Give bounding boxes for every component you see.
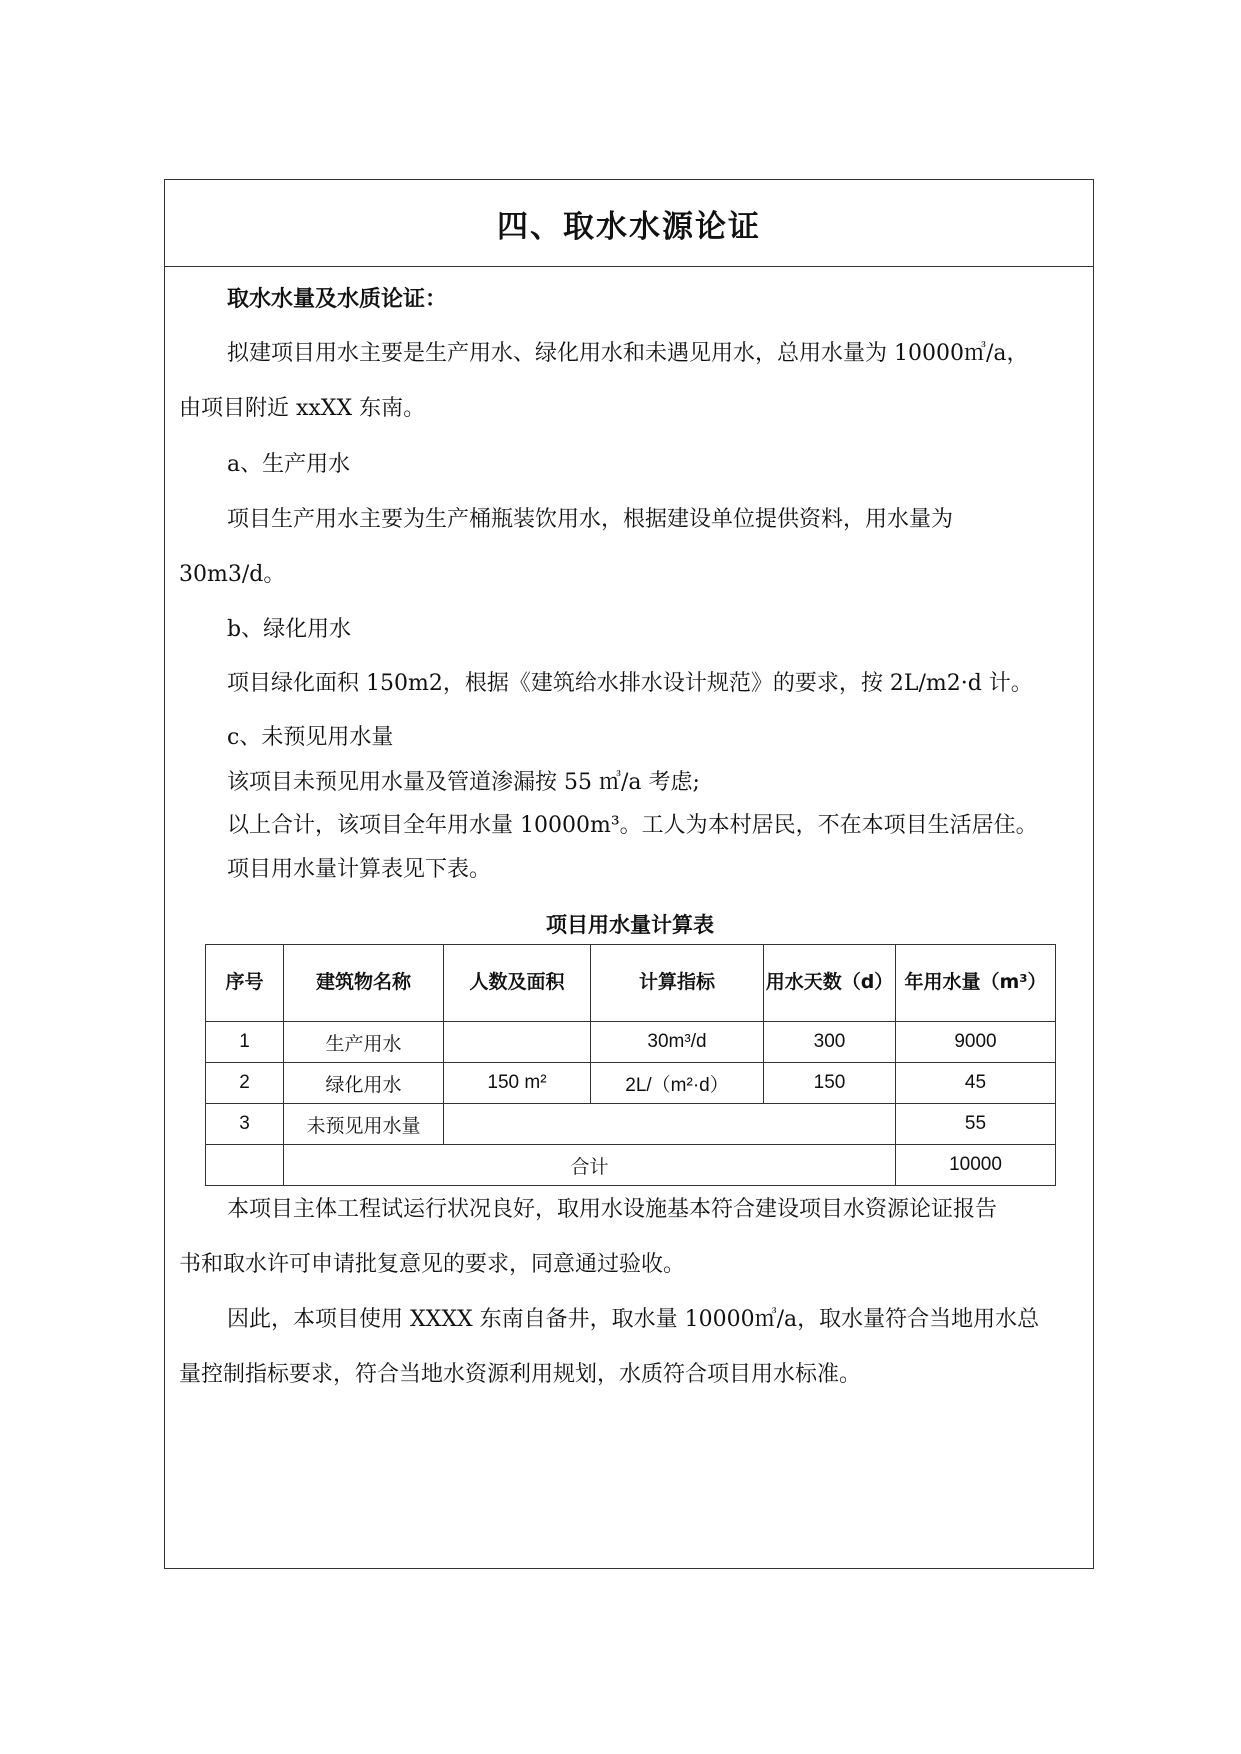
table-header-row	[206, 945, 1056, 1022]
water-usage-table	[205, 944, 1056, 1186]
conclusion-1-line-1: 本项目主体工程试运行状况良好，取用水设施基本符合建设项目水资源论证报告	[227, 1197, 998, 1222]
cell-building-name: 未预见用水量	[284, 1104, 444, 1145]
cell-index: 3	[206, 1104, 284, 1145]
cell-people-area: 150 m²	[444, 1063, 591, 1104]
conclusion-2-line-2: 量控制指标要求，符合当地水资源利用规划，水质符合项目用水标准。	[179, 1362, 862, 1387]
header-building-name: 建筑物名称	[284, 945, 444, 1022]
cell-index: 2	[206, 1063, 284, 1104]
cell-days: 300	[764, 1022, 896, 1063]
cell-merged-empty	[444, 1104, 896, 1145]
cell-annual-water: 9000	[896, 1022, 1056, 1063]
table-caption: 项目用水量计算表	[546, 913, 714, 937]
table-row	[206, 1022, 1056, 1063]
cell-annual-water: 45	[896, 1063, 1056, 1104]
total-value: 10000	[896, 1145, 1056, 1186]
cell-empty	[206, 1145, 284, 1186]
page-title: 四、取水水源论证	[497, 208, 761, 245]
title-row	[165, 180, 1093, 267]
paragraph-b: 项目绿化面积 150m2，根据《建筑给水排水设计规范》的要求，按 2L/m2·d 计。	[227, 671, 1033, 696]
cell-people-area	[444, 1022, 591, 1063]
cell-building-name: 生产用水	[284, 1022, 444, 1063]
paragraph-a-line-2: 30m3/d。	[179, 562, 286, 587]
header-annual-water: 年用水量（m³）	[896, 945, 1056, 1022]
header-days: 用水天数（d）	[764, 945, 896, 1022]
item-a-heading: a、生产用水	[227, 452, 351, 477]
item-b-heading: b、绿化用水	[227, 617, 352, 642]
conclusion-2-line-1: 因此，本项目使用 XXXX 东南自备井，取水量 10000㎥/a，取水量符合当地用水总	[227, 1307, 1040, 1332]
cell-building-name: 绿化用水	[284, 1063, 444, 1104]
header-calc-index: 计算指标	[591, 945, 764, 1022]
cell-index: 1	[206, 1022, 284, 1063]
document-frame	[164, 179, 1094, 1569]
summary-text: 以上合计，该项目全年用水量 10000m³。工人为本村居民，不在本项目生活居住。	[227, 813, 1038, 838]
header-index: 序号	[206, 945, 284, 1022]
item-c-heading: c、未预见用水量	[227, 725, 394, 750]
table-row	[206, 1063, 1056, 1104]
section-heading: 取水水量及水质论证：	[227, 287, 448, 312]
paragraph-1-line-2: 由项目附近 xxXX 东南。	[179, 396, 426, 421]
table-row	[206, 1104, 1056, 1145]
paragraph-1-line-1: 拟建项目用水主要是生产用水、绿化用水和未遇见用水，总用水量为 10000㎥/a，	[227, 341, 1029, 366]
cell-annual-water: 55	[896, 1104, 1056, 1145]
total-label: 合计	[284, 1145, 896, 1186]
cell-calc-index: 30m³/d	[591, 1022, 764, 1063]
header-people-area: 人数及面积	[444, 945, 591, 1022]
table-total-row	[206, 1145, 1056, 1186]
paragraph-c: 该项目未预见用水量及管道渗漏按 55 ㎥/a 考虑;	[227, 770, 700, 795]
cell-days: 150	[764, 1063, 896, 1104]
table-reference: 项目用水量计算表见下表。	[227, 857, 492, 882]
conclusion-1-line-2: 书和取水许可申请批复意见的要求，同意通过验收。	[179, 1252, 686, 1277]
cell-calc-index: 2L/（m²·d）	[591, 1063, 764, 1104]
paragraph-a-line-1: 项目生产用水主要为生产桶瓶装饮用水，根据建设单位提供资料，用水量为	[227, 507, 954, 532]
